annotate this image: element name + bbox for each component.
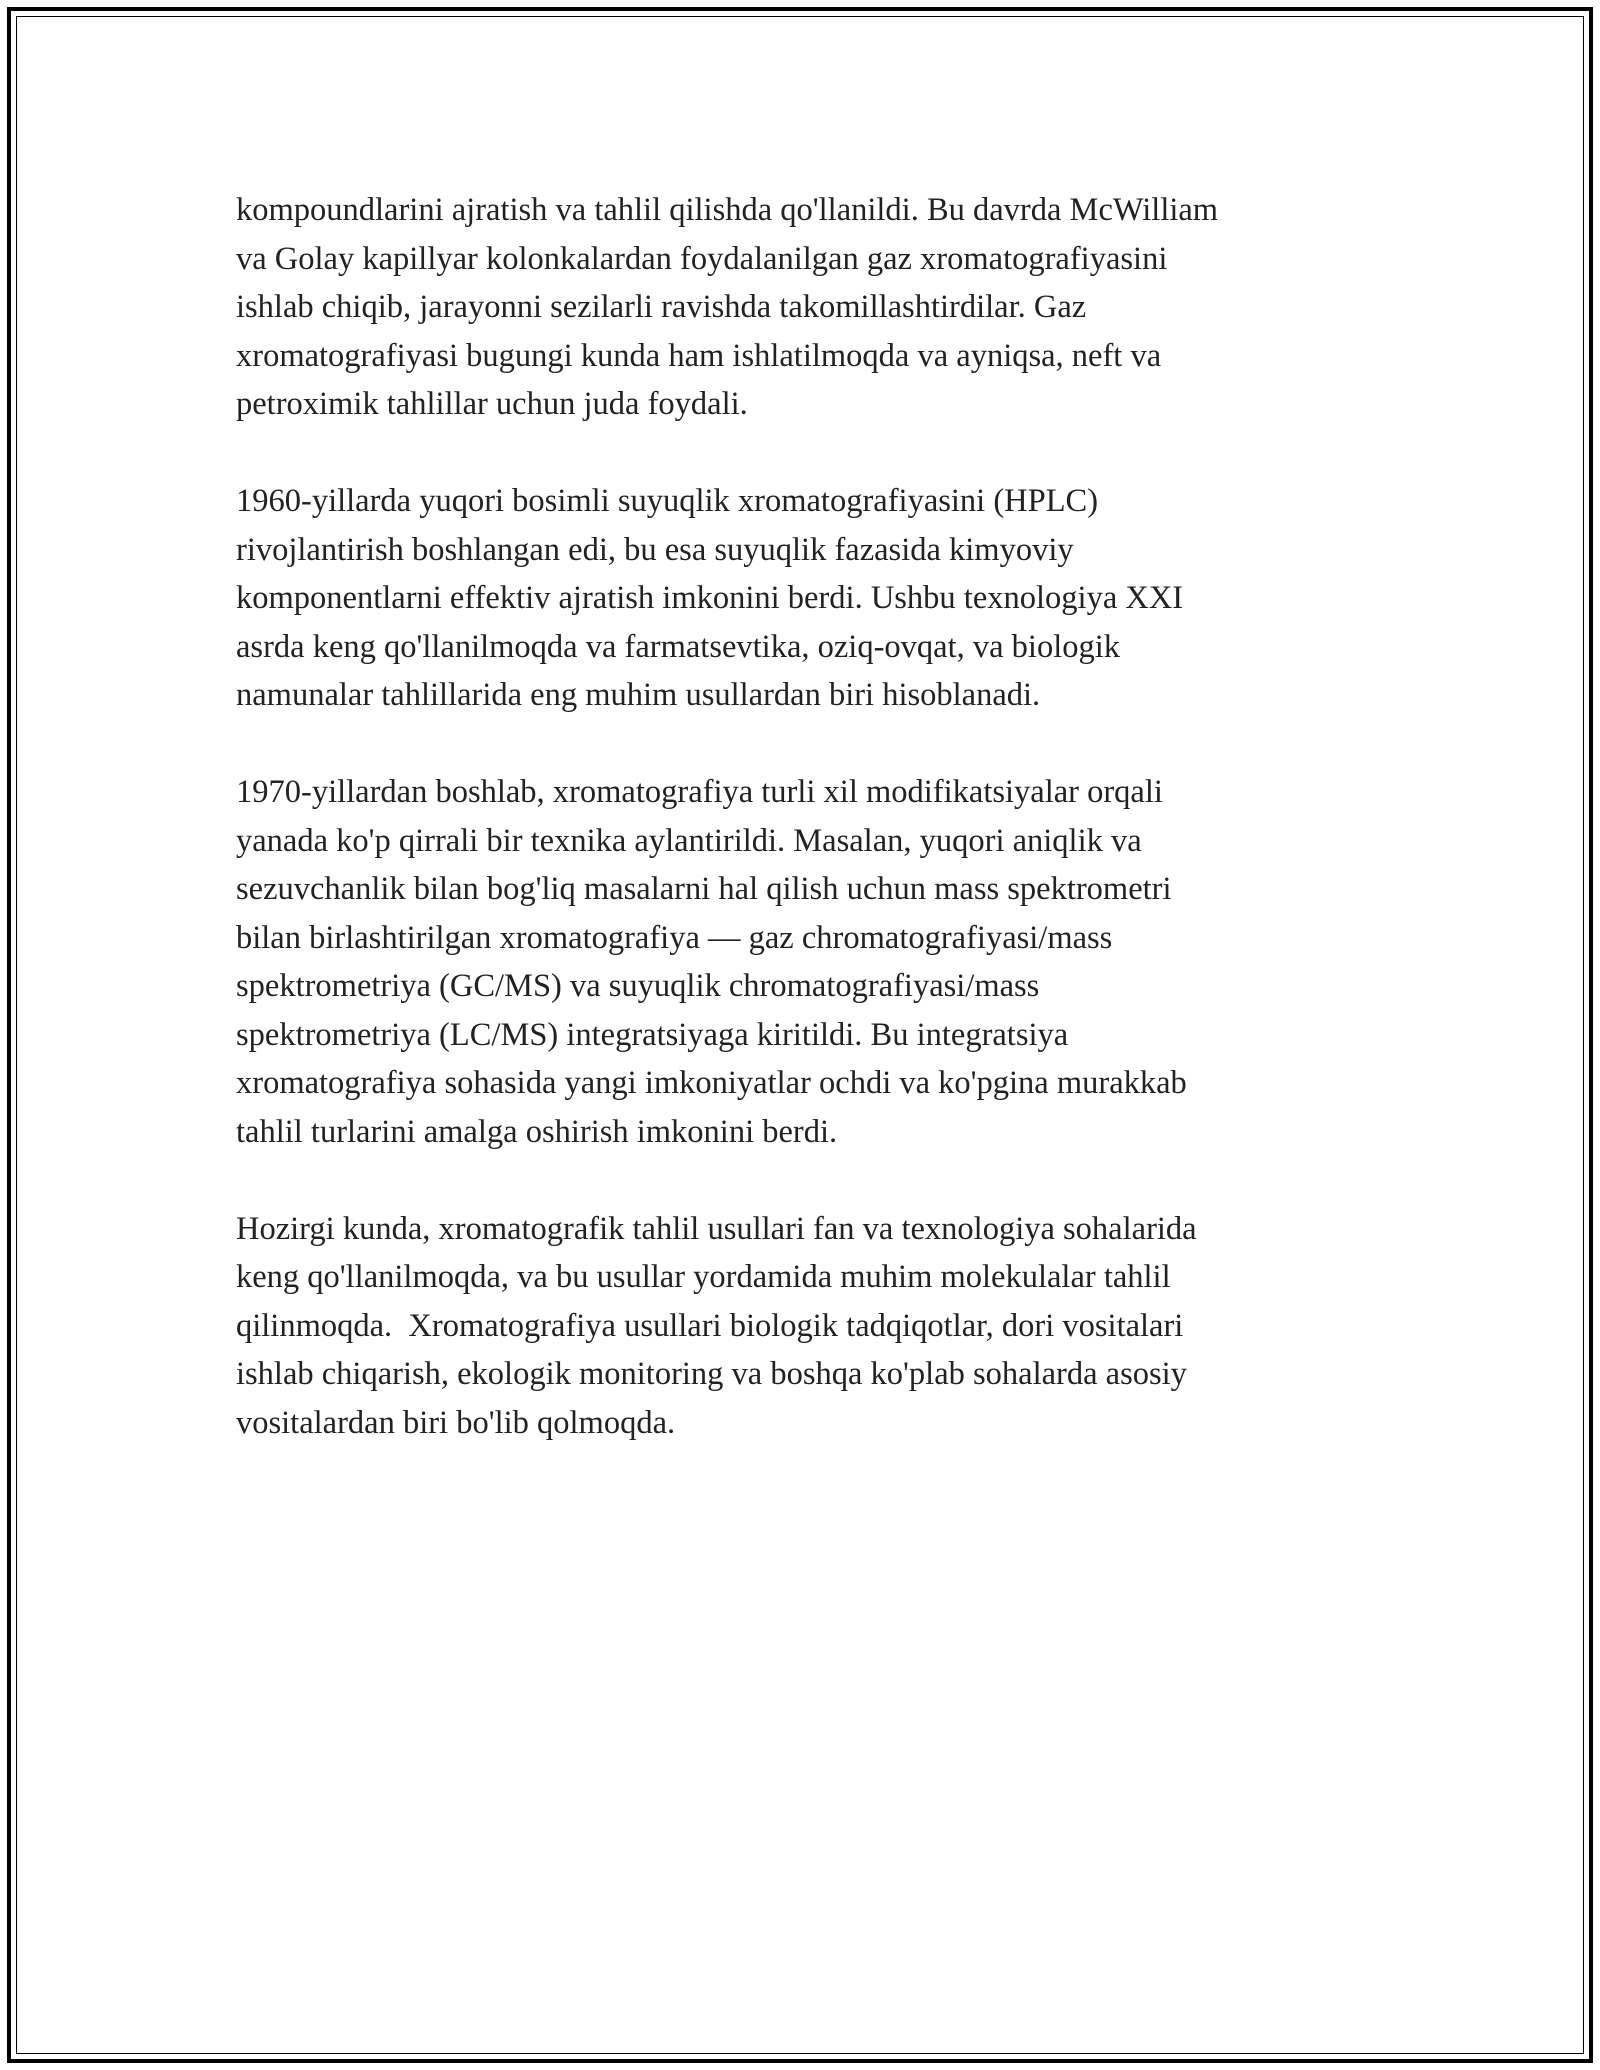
paragraph-gas-chromatography: kompoundlarini ajratish va tahlil qilishda qo'llanildi. Bu davrda McWilliam va Golay kapillyar kolonkalardan foydalanilgan gaz xromatografiyasini ishlab chiqib, jarayonni sezilarli ravishda takomillashtirdilar. Gaz xromatografiyasi bugungi kunda ham ishlatilmoqda va ayniqsa, neft va petroximik tahlillar uchun juda foydali. [236, 192, 1219, 422]
paragraph-modern-applications: Hozirgi kunda, xromatografik tahlil usullari fan va texnologiya sohalarida keng qo'llanilmoqda, va bu usullar yordamida muhim molekulalar tahlil qilinmoqda. Xromatografiya usullari biologik tadqiqotlar, dori vositalari ishlab chiqarish, ekologik monitoring va boshqa ko'plab sohalarda asosiy vositalardan biri bo'lib qolmoqda. [236, 1210, 1197, 1441]
paragraph-hplc: 1960-yillarda yuqori bosimli suyuqlik xromatografiyasini (HPLC) rivojlantirish boshlangan edi, bu esa suyuqlik fazasida kimyoviy komponentlarni effektiv ajratish imkonini berdi. Ushbu texnologiya XXI asrda keng qo'llanilmoqda va farmatsevtika, oziq-ovqat, va biologik namunalar tahlillarida eng muhim usullardan biri hisoblanadi. [236, 483, 1184, 713]
document-body [236, 186, 1356, 1447]
paragraph-mass-spectrometry: 1970-yillardan boshlab, xromatografiya turli xil modifikatsiyalar orqali yanada ko'p qirrali bir texnika aylantirildi. Masalan, yuqori aniqlik va sezuvchanlik bilan bog'liq masalarni hal qilish uchun mass spektrometri bilan birlashtirilgan xromatografiya — gaz chromatografiyasi/mass spektrometriya (GC/MS) va suyuqlik chromatografiyasi/mass spektrometriya (LC/MS) integratsiyaga kiritildi. Bu integratsiya xromatografiya sohasida yangi imkoniyatlar ochdi va ko'pgina murakkab tahlil turlarini amalga oshirish imkonini berdi. [236, 774, 1187, 1150]
